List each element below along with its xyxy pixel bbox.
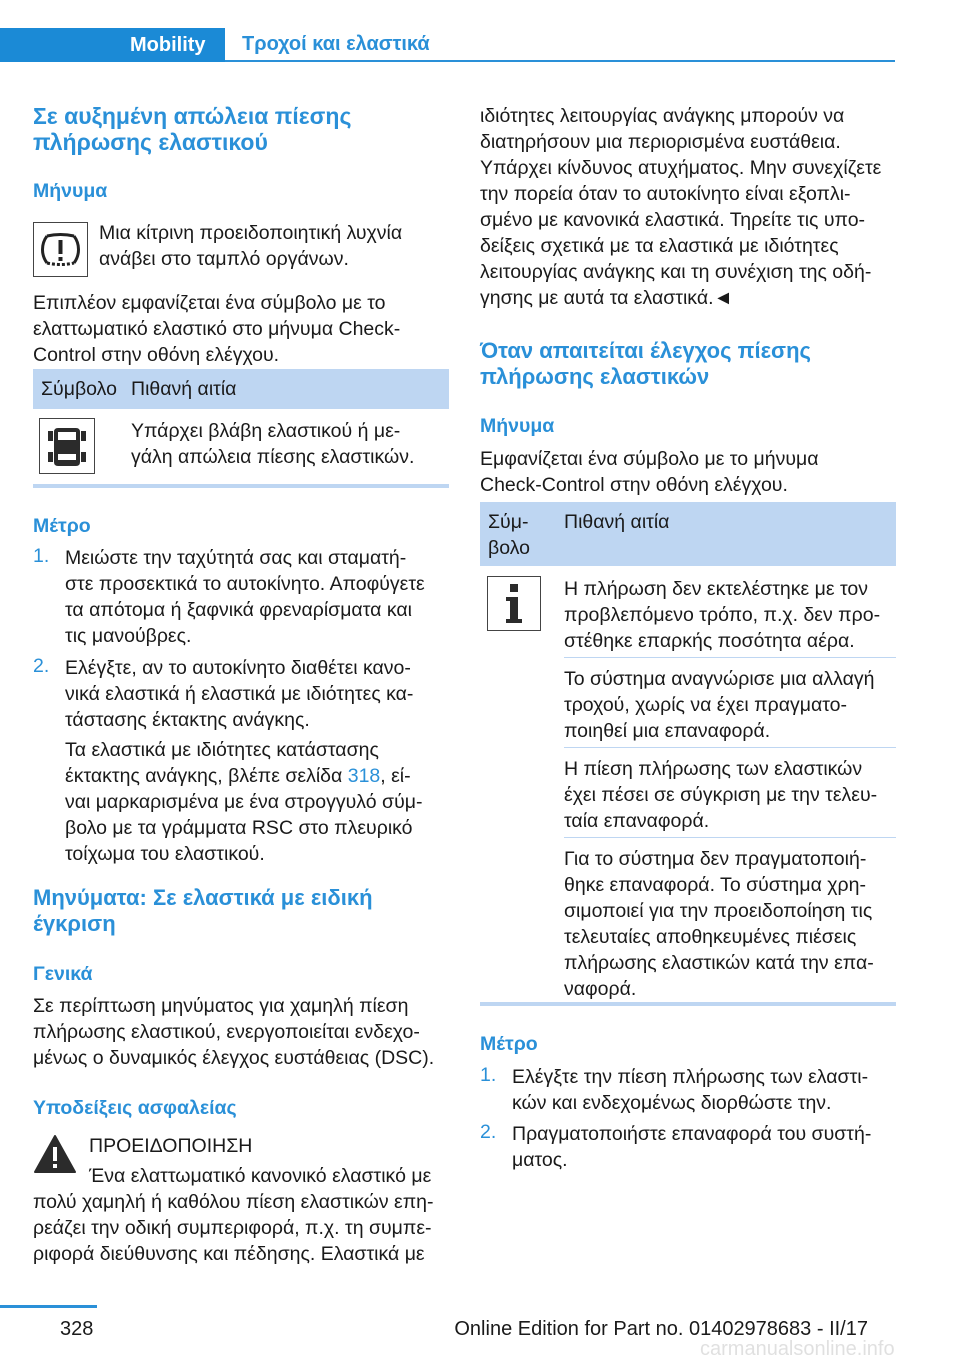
- warning-first-line: Ένα ελαττωματικό κανονικό ελαστικό με: [89, 1165, 432, 1187]
- chapter-title: Τροχοί και ελαστικά: [242, 33, 430, 55]
- footer-rule: [0, 1305, 97, 1308]
- info-icon: [487, 576, 541, 631]
- page-header: [0, 0, 960, 62]
- list-item: Ελέγξτε, αν το αυτοκίνητο διαθέτει κανο- νικά ελαστικά ή ελαστικά με ιδιότητες κα- τάστασης έκτακτης ανάγκης.: [65, 657, 414, 731]
- warning-title: ΠΡΟΕΙΔΟΠΟΙΗΣΗ: [89, 1135, 253, 1157]
- general-heading: Γενικά: [33, 963, 93, 985]
- table-col-cause: Πιθανή αιτία: [131, 378, 237, 400]
- heading-pressure-check-required: Όταν απαιτείται έλεγχος πίεσης πλήρωσης ελαστικών: [480, 338, 811, 389]
- measures-heading: Μέτρο: [33, 515, 91, 537]
- paragraph-additional-symbol: Επιπλέον εμφανίζεται ένα σύμβολο με το ελαττωματικό ελαστικό στο μήνυμα Check- Control στην οθόνη ελέγχου.: [33, 292, 401, 366]
- list-number: 1.: [480, 1064, 497, 1086]
- tire-pressure-warning-icon: [33, 222, 88, 277]
- row-separator: [564, 747, 896, 748]
- list-number: 2.: [480, 1121, 497, 1143]
- list-number: 1.: [33, 545, 50, 567]
- message-heading: Μήνυμα: [33, 180, 108, 202]
- table-row-cause: Το σύστημα αναγνώρισε μια αλλαγή τροχού, χωρίς να έχει πραγματο- ποιηθεί μια επαναφορά.: [564, 668, 875, 742]
- warning-triangle-icon: [33, 1134, 77, 1174]
- list-item: Ελέγξτε την πίεση πλήρωσης των ελαστι- κών και ενδεχομένως διορθώστε την.: [512, 1066, 869, 1114]
- edition-line: Online Edition for Part no. 01402978683 - II/17: [454, 1318, 868, 1340]
- list-item: Μειώστε την ταχύτητά σας και σταματή- στε προσεκτικά το αυτοκίνητο. Αποφύγετε τα απότομα ή ξαφνικά φρεναρίσματα και τις μανούβρες.: [65, 547, 425, 647]
- car-tire-fault-icon: [39, 418, 95, 474]
- measures-heading: Μέτρο: [480, 1033, 538, 1055]
- heading-special-tires: Μηνύματα: Σε ελαστικά με ειδική έγκριση: [33, 885, 373, 936]
- safety-heading: Υποδείξεις ασφαλείας: [33, 1097, 237, 1119]
- page-number: 328: [60, 1318, 94, 1340]
- table-end-rule: [33, 484, 449, 488]
- section-tab: [0, 28, 225, 62]
- table-col-cause: Πιθανή αιτία: [564, 511, 670, 533]
- table-row-cause: Για το σύστημα δεν πραγματοποιή- θηκε επαναφορά. Το σύστημα χρη- σιμοποιεί για την προειδοποίηση τις τελευταίες αποθηκευμένες πιέσεις πλήρωσης ελαστικών κατά την επα- ναφορά.: [564, 848, 874, 1000]
- table-row-cause: Η πλήρωση δεν εκτελέστηκε με τον προβλεπόμενο τρόπο, π.χ. δεν προ- στέθηκε επαρκής ποσότητα αέρα.: [564, 578, 881, 652]
- list-item: Πραγματοποιήστε επαναφορά του συστή- ματος.: [512, 1123, 872, 1171]
- table-header: [480, 502, 896, 566]
- table-row-cause: Υπάρχει βλάβη ελαστικού ή με- γάλη απώλεια πίεσης ελαστικών.: [131, 420, 415, 468]
- section-label: Mobility: [130, 34, 206, 56]
- page-link[interactable]: 318: [347, 765, 381, 787]
- table-col-symbol: Σύμβολο: [41, 378, 117, 400]
- warning-text: πολύ χαμηλή ή καθόλου πίεση ελαστικών επη- ρεάζει την οδική συμπεριφορά, π.χ. τη συμπε- ριφορά διεύθυνσης και πέδησης. Ελαστικά με: [33, 1191, 434, 1265]
- row-separator: [564, 837, 896, 838]
- heading-increased-pressure-loss: Σε αυξημένη απώλεια πίεσης πλήρωσης ελαστικού: [33, 103, 352, 155]
- message-text: Εμφανίζεται ένα σύμβολο με το μήνυμα Check-Control στην οθόνη ελέγχου.: [480, 448, 819, 496]
- row-separator: [564, 657, 896, 658]
- header-rule: [225, 60, 895, 62]
- table-col-symbol: Σύμ- βολο: [488, 511, 530, 559]
- message-text: Μια κίτρινη προειδοποιητική λυχνία ανάβει στο ταμπλό οργάνων.: [99, 222, 403, 270]
- watermark: carmanualsonline.info: [700, 1338, 895, 1360]
- note-run-flat: Τα ελαστικά με ιδιότητες κατάστασης έκτακτης ανάγκης, βλέπε σελίδα 318, εί- ναι μαρκαρισμένα με ένα στρογγυλό σύμ- βολο με τα γράμματα RSC στο πλευρικό τοίχωμα του ελαστικού.: [65, 739, 423, 865]
- list-number: 2.: [33, 655, 50, 677]
- table-row-cause: Η πίεση πλήρωσης των ελαστικών έχει πέσει σε σύγκριση με την τελευ- ταία επαναφορά.: [564, 758, 878, 832]
- table-end-rule: [480, 1002, 896, 1006]
- general-text: Σε περίπτωση μηνύματος για χαμηλή πίεση πλήρωσης ελαστικού, ενεργοποιείται ενδεχο- μένως ο δυναμικός έλεγχος ευστάθειας (DSC).: [33, 995, 435, 1069]
- warning-continued: ιδιότητες λειτουργίας ανάγκης μπορούν να διατηρήσουν μια περιορισμένα ευστάθεια. Υπάρχει κίνδυνος ατυχήματος. Μην συνεχίζετε την πορεία όταν το αυτοκίνητο είναι εξοπλι- σμένο με κανονικά ελαστικά. Τηρείτε τις υπο- δείξεις σχετικά με τα ελαστικά με ιδιότητες λειτουργίας ανάγκης και τη συνέχιση της οδή- γησης με αυτά τα ελαστικά.◄: [480, 105, 882, 309]
- message-heading: Μήνυμα: [480, 415, 555, 437]
